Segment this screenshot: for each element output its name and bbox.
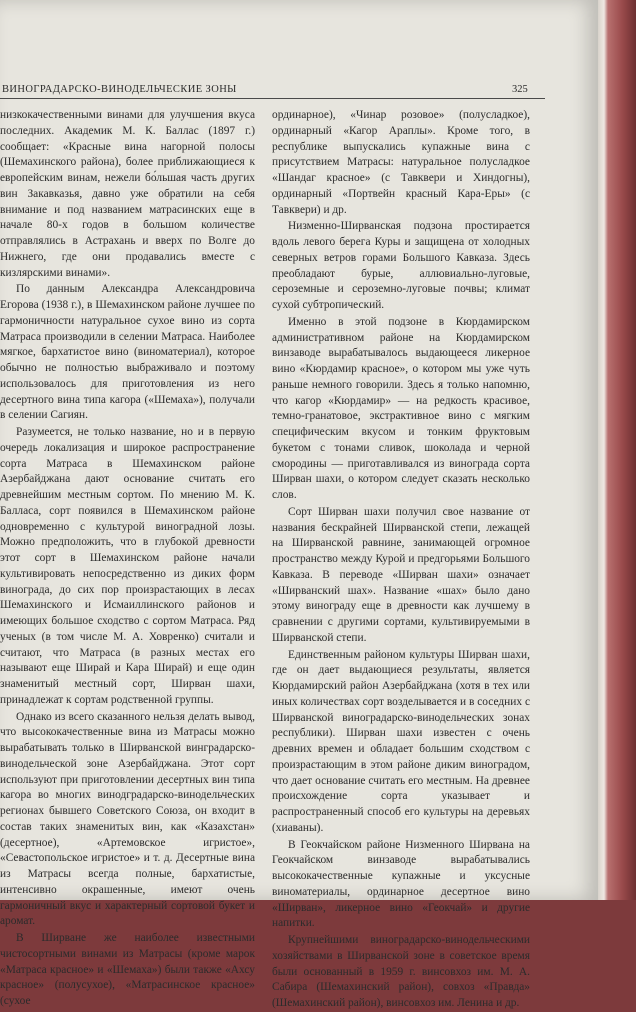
- paragraph: Разумеется, не только название, но и в первую очередь локализация и широкое распространение сорта Матраса в Шемахинском районе Азербайджана дают основание считать его древнейшим местным сортом. По мнению М. К. Балласа, сорт появился в Шемахинском районе одновременно с культурой виноградной лозы. Можно предположить, что в глубокой древности этот сорт в Шемахинском районе начали культивировать непосредственно из диких форм винограда, до сих пор произрастающих в лесах Шемахинского и Исмаиллинского районов и имеющих большое сходство с сортом Матраса. Ряд ученых (в том числе М. А. Ховренко) считали и считают, что Матраса (в разных местах его называют еще Ширай и Кара Ширай) и еще один знаменитый местный сорт, Ширван шахи, принадлежат к сортам родственной группы.: [0, 426, 255, 706]
- page-number: 325: [512, 84, 528, 95]
- right-text-column: [272, 108, 530, 1012]
- paragraph: Однако из всего сказанного нельзя делать вывод, что высококачественные вина из Матрасы можно вырабатывать только в Ширванской винградарско-винодельческой зоне Азербайджана. Этот сорт используют при приготовлении десертных вин типа кагора во многих винодградарско-винодельческих регионах бывшего Советского Союза, он входит в состав таких знаменитых вин, как «Казахстан» (десертное), «Артемовское игристое», «Севастопольское игристое» и т. д. Десертные вина из Матрасы всегда полные, бархатистые, интенсивно окрашенные, имеют очень гармоничный вкус и характерный сортовой букет и аромат.: [0, 710, 255, 928]
- paragraph: В Геокчайском районе Низменного Ширвана на Геокчайском винзаводе вырабатывались высококачественные купажные и уксусные виноматериалы, ординарное десертное вино «Ширван», ликерное вино «Геокчай» и другие напитки.: [272, 838, 530, 930]
- paragraph: Низменно-Ширванская подзона простирается вдоль левого берега Куры и защищена от холодных северных ветров горами Большого Кавказа. Здесь преобладают бурые, аллювиально-луговые, сероземные и сероземно-луговые почвы; климат сухой субтропический.: [272, 220, 530, 311]
- paragraph: По данным Александра Александровича Егорова (1938 г.), в Шемахинском районе лучшее по гармоничности натуральное сухое вино из сорта Матраса производили в селении Матраса. Наиболее мягкое, бархатистое вино (виноматериал), которое обычно не полностью выбраживало и поэтому использовалось для приготовления из него десертного вина типа кагора («Шемаха»), получали в селении Сагиян.: [0, 283, 255, 422]
- running-header-title: ВИНОГРАДАРСКО-ВИНОДЕЛЬЧЕСКИЕ ЗОНЫ: [2, 84, 237, 95]
- book-cover-edge: [598, 0, 636, 900]
- paragraph: Единственным районом культуры Ширван шахи, где он дает выдающиеся результаты, является Кюрдамирский район Азербайджана (хотя в тех или иных количествах сорт возделывается и в соседних с Ширванской виноградарско-винодельческих зонах республики). Ширван шахи известен с очень древних времен и обладает большим сходством с произрастающим в этом районе диким виноградом, что дает основание считать его местным. На древнее происхождение сорта указывает и распространенный способ его культуры на деревьях (хиаваны).: [272, 648, 530, 834]
- paragraph: Именно в этой подзоне в Кюрдамирском административном районе на Кюрдамирском винзаводе вырабатывалось выдающееся ликерное вино «Кюрдамир красное», о котором мы уже чуть раньше немного говорили. Здесь я только напомню, что кагор «Кюрдамир» — на редкость красивое, темно-гранатовое, экстрактивное вино с мягким специфическим вкусом и тонким фруктовым букетом с тонами сливок, шоколада и черной смородины — приготавливался из винограда сорта Ширван шахи, о котором следует сказать несколько слов.: [272, 315, 530, 501]
- paragraph: низкокачественными винами для улучшения вкуса последних. Академик М. К. Баллас (1897 г.) сообщает: «Красные вина нагорной полосы (Шемахинского района), более приближающиеся к европейским винам, нежели бо́льшая часть других вин Закавказья, давно уже обратили на себя внимание и под названием матрасинских еще в начале 80-х годов в большом количестве отправлялись в Астрахань и вверх по Волге до Нижнего, где они продавались вместе с кизлярскими винами».: [0, 109, 255, 279]
- paragraph: В Ширване же наиболее известными чистосортными винами из Матрасы (кроме марок «Матраса красное» и «Шемаха») были также «Ахсу красное» (полусухое), «Матрасинское красное» (сухое: [0, 932, 255, 1007]
- paragraph: ординарное), «Чинар розовое» (полусладкое), ординарный «Кагор Араплы». Кроме того, в республике выпускались купажные вина с присутствием Матрасы: натуральное полусладкое «Шандаг красное» (с Тавквери и Хиндогны), ординарный «Портвейн красный Кара-Еры» (с Тавквери) и др.: [272, 109, 530, 216]
- paragraph: Сорт Ширван шахи получил свое название от названия бескрайней Ширванской степи, лежащей на Ширванской равнине, занимающей огромное пространство между Курой и предгорьями Большого Кавказа. В переводе «Ширван шахи» означает «Ширванский шах». Название «шах» было дано этому винограду еще в древности как лучшему в сравнении с другими сортами, культивируемыми в Ширванской степи.: [272, 505, 530, 644]
- left-text-column: [0, 108, 255, 1010]
- paragraph: Крупнейшими виноградарско-винодельческими хозяйствами в Ширванской зоне в советское время были основанный в 1959 г. винсовхоз им. М. А. Сабира (Шемахинский район), совхоз «Правда» (Шемахинский район), винсовхоз им. Ленина и др.: [272, 934, 530, 1009]
